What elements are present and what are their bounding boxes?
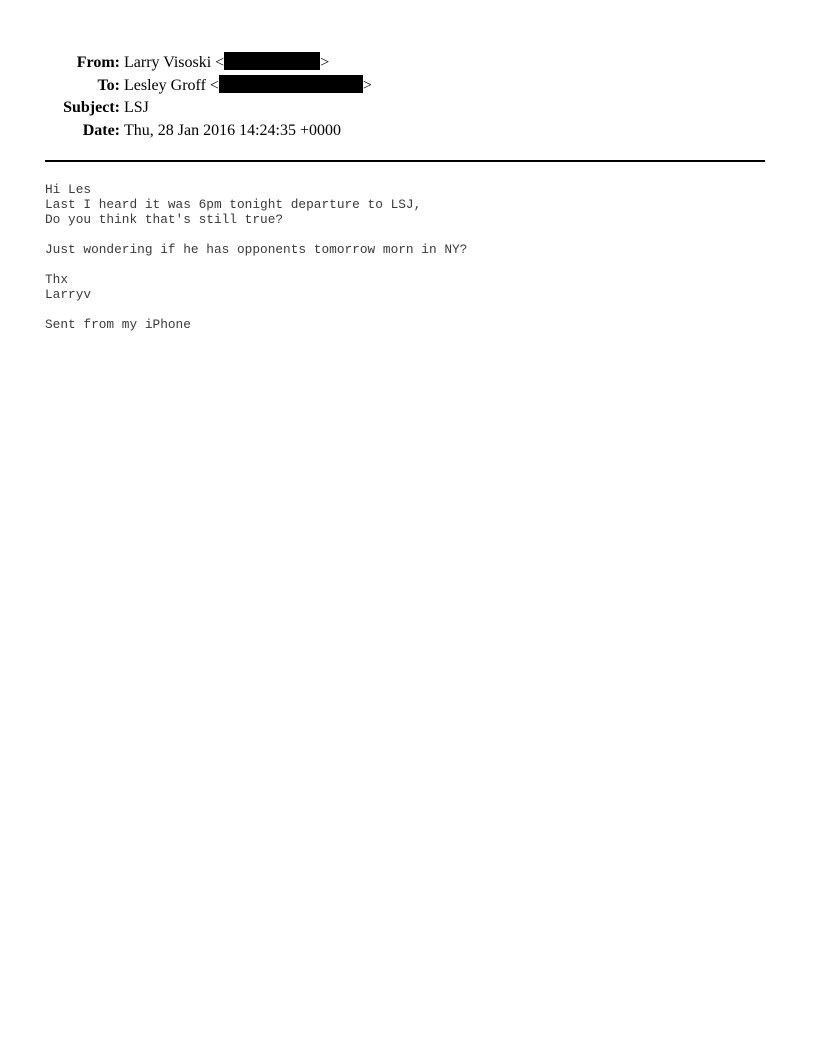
to-label: To: [97, 76, 120, 94]
date-label: Date: [82, 121, 120, 139]
to-name: Lesley Groff < [124, 76, 219, 94]
body-line: Just wondering if he has opponents tomorrow morn in NY? [45, 242, 468, 257]
subject-label: Subject: [63, 99, 120, 116]
body-line [45, 302, 467, 317]
body-line: Larryv [45, 287, 92, 302]
from-value [124, 52, 329, 75]
redaction-box [224, 52, 320, 70]
body-line [45, 257, 467, 272]
body-line: Thx [45, 272, 69, 287]
body-line: Do you think that's still true? [45, 212, 284, 227]
to-value [124, 75, 372, 98]
to-close: > [362, 76, 372, 94]
body-line: Last I heard it was 6pm tonight departure to LSJ, [45, 197, 422, 212]
from-close: > [320, 54, 330, 71]
redaction-box [219, 75, 363, 93]
date-value: Thu, 28 Jan 2016 14:24:35 +0000 [124, 121, 342, 139]
header-divider [45, 160, 765, 162]
body-line [45, 227, 467, 242]
from-name: Larry Visoski < [124, 54, 225, 71]
from-label: From: [76, 54, 120, 71]
email-body [45, 182, 467, 332]
body-line: Sent from my iPhone [45, 317, 191, 332]
subject-value: LSJ [124, 99, 149, 116]
body-line: Hi Les [45, 182, 92, 197]
